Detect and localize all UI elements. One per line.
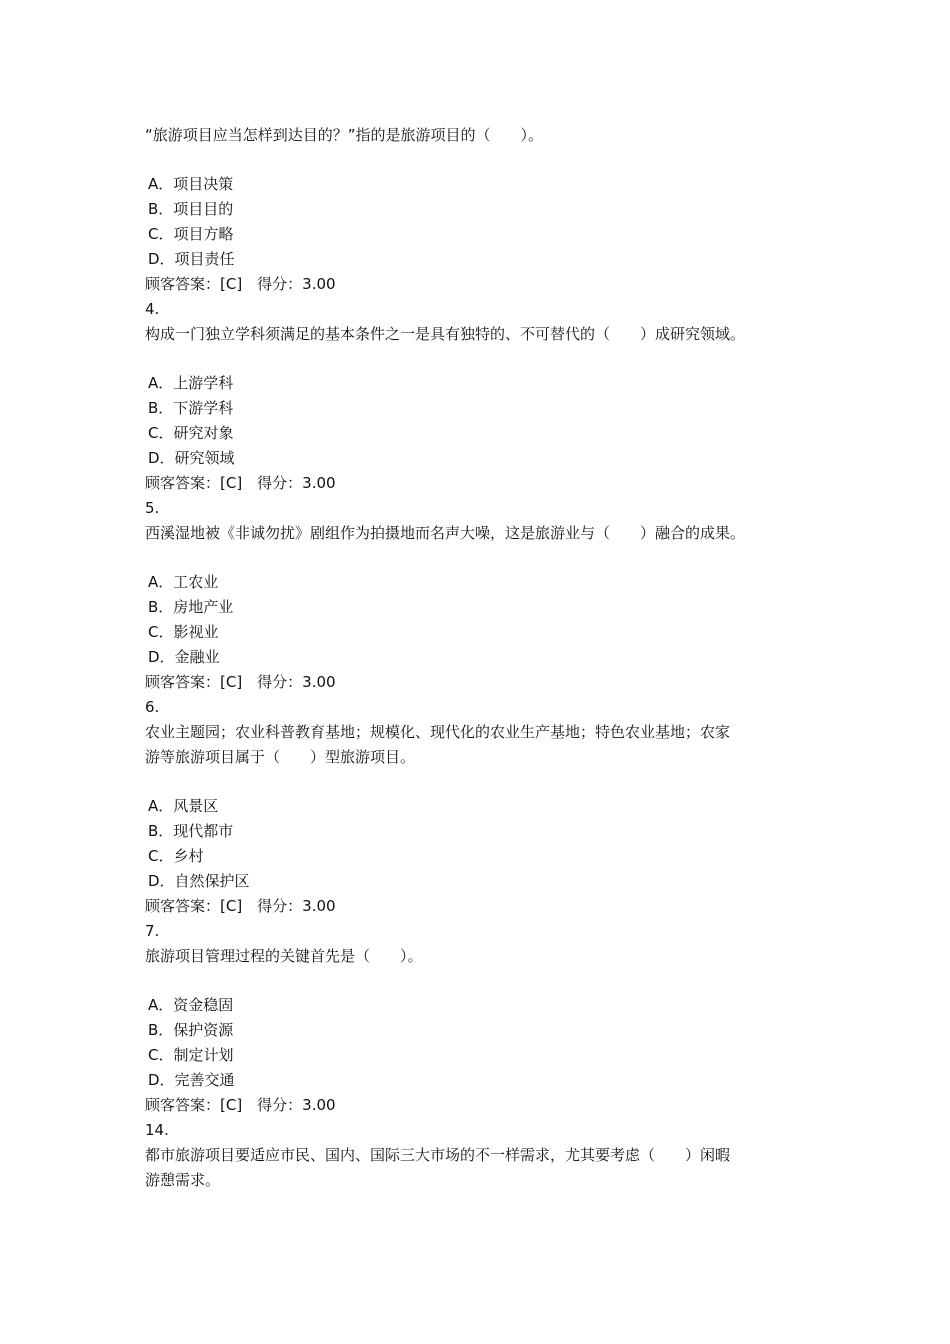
option-d: D．自然保护区: [148, 872, 250, 890]
option-c: C．项目方略: [148, 225, 234, 243]
question-number: 5.: [145, 499, 160, 517]
customer-answer: 顾客答案：[C] 得分：3.00: [145, 275, 336, 293]
option-b: B．保护资源: [148, 1021, 234, 1039]
option-a: A．风景区: [148, 797, 219, 815]
option-d: D．金融业: [148, 648, 220, 666]
option-b: B．房地产业: [148, 598, 234, 616]
option-a: A．资金稳固: [148, 996, 234, 1014]
question-text: 旅游项目管理过程的关键首先是（ ）。: [145, 947, 423, 965]
question-number: 14.: [145, 1121, 169, 1139]
question-text: 西溪湿地被《非诚勿扰》剧组作为拍摄地而名声大噪，这是旅游业与（ ）融合的成果。: [145, 524, 746, 542]
question-number: 4.: [145, 300, 160, 318]
option-d: D．项目责任: [148, 250, 235, 268]
customer-answer: 顾客答案：[C] 得分：3.00: [145, 474, 336, 492]
question-text-line-2: 游等旅游项目属于（ ）型旅游项目。: [145, 748, 416, 766]
customer-answer: 顾客答案：[C] 得分：3.00: [145, 673, 336, 691]
question-number: 7.: [145, 922, 160, 940]
option-c: C．乡村: [148, 847, 204, 865]
option-a: A．上游学科: [148, 374, 234, 392]
question-number: 6.: [145, 698, 160, 716]
option-b: B．现代都市: [148, 822, 234, 840]
question-text-line-1: 都市旅游项目要适应市民、国内、国际三大市场的不一样需求，尤其要考虑（ ）闲暇: [145, 1146, 731, 1164]
option-b: B．项目目的: [148, 200, 234, 218]
document-page: [145, 123, 835, 1193]
question-text: “旅游项目应当怎样到达目的？”指的是旅游项目的（ ）。: [145, 126, 544, 144]
option-c: C．制定计划: [148, 1046, 234, 1064]
customer-answer: 顾客答案：[C] 得分：3.00: [145, 1096, 336, 1114]
option-d: D．研究领域: [148, 449, 235, 467]
customer-answer: 顾客答案：[C] 得分：3.00: [145, 897, 336, 915]
question-text-line-1: 农业主题园；农业科普教育基地；规模化、现代化的农业生产基地；特色农业基地；农家: [145, 723, 731, 741]
option-a: A．工农业: [148, 573, 219, 591]
question-text: 构成一门独立学科须满足的基本条件之一是具有独特的、不可替代的（ ）成研究领域。: [145, 325, 746, 343]
option-c: C．研究对象: [148, 424, 234, 442]
option-d: D．完善交通: [148, 1071, 235, 1089]
option-a: A．项目决策: [148, 175, 234, 193]
question-text-line-2: 游憩需求。: [145, 1171, 221, 1189]
option-c: C．影视业: [148, 623, 219, 641]
option-b: B．下游学科: [148, 399, 234, 417]
